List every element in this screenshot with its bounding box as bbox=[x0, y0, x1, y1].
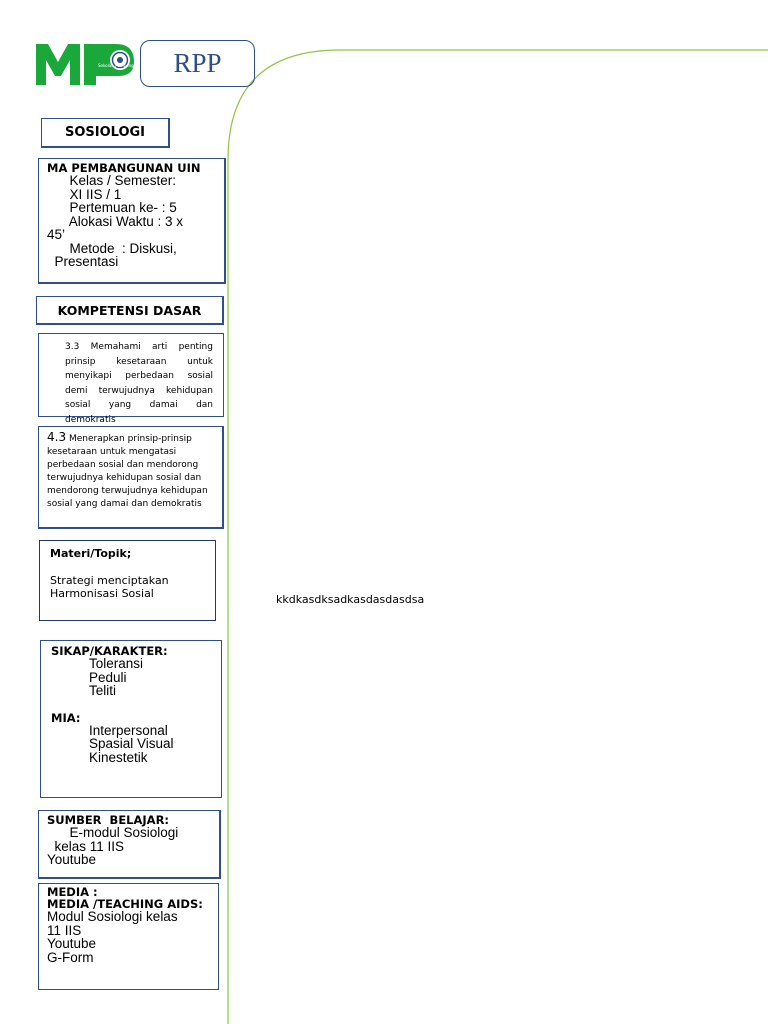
identity-box bbox=[38, 158, 226, 284]
school-name: MA PEMBANGUNAN UIN bbox=[47, 161, 201, 175]
main-content-text: kkdkasdksadkasdasdasdsa bbox=[276, 593, 425, 606]
kd-4-3-text: Menerapkan prinsip-prinsip kesetaraan untuk mengatasi perbedaan sosial dan mendorong terwujudnya kehidupan sosial dan mendorong terwujudnya kehidupan sosial yang damai dan demokratis bbox=[47, 434, 208, 509]
sumber-line: E-modul Sosiologi bbox=[47, 825, 179, 840]
kd-4-3-number: 4.3 bbox=[47, 430, 67, 444]
media-line: Youtube bbox=[47, 936, 97, 951]
sikap-title: SIKAP/KARAKTER: bbox=[51, 644, 168, 658]
sumber-title: SUMBER BELAJAR: bbox=[47, 813, 170, 827]
sumber-line: Youtube bbox=[47, 852, 97, 867]
sikap-item: Peduli bbox=[89, 669, 127, 685]
identity-line: Metode : Diskusi, bbox=[47, 240, 177, 256]
sumber-belajar-box bbox=[38, 810, 221, 879]
kompetensi-title: KOMPETENSI DASAR bbox=[36, 296, 224, 325]
identity-line: Alokasi Waktu : 3 x bbox=[47, 213, 184, 229]
media-box bbox=[38, 883, 219, 990]
kd-3-3-number: 3.3 bbox=[65, 342, 80, 352]
svg-text:Sekolah Pembangunan: Sekolah Pembangunan bbox=[98, 63, 144, 68]
materi-text: Strategi menciptakan Harmonisasi Sosial bbox=[50, 574, 169, 600]
media-title: MEDIA : bbox=[47, 885, 98, 899]
mia-item: Kinestetik bbox=[89, 749, 148, 765]
sumber-line: kelas 11 IIS bbox=[47, 838, 125, 854]
school-logo bbox=[34, 40, 144, 87]
sikap-item: Teliti bbox=[89, 683, 117, 698]
materi-title: Materi/Topik; bbox=[50, 547, 132, 560]
media-line: Modul Sosiologi kelas bbox=[47, 909, 178, 924]
mia-title: MIA: bbox=[51, 710, 81, 725]
subject-title: SOSIOLOGI bbox=[41, 118, 170, 148]
sikap-item: Toleransi bbox=[89, 656, 144, 671]
mia-item: Spasial Visual bbox=[89, 736, 174, 751]
identity-line: Presentasi bbox=[47, 254, 119, 269]
identity-line: 45’ bbox=[47, 227, 66, 242]
rpp-badge: RPP bbox=[140, 40, 255, 87]
identity-line: Pertemuan ke- : 5 bbox=[47, 200, 177, 215]
media-line: 11 IIS bbox=[47, 922, 82, 938]
sikap-box bbox=[40, 640, 222, 798]
identity-line: XI IIS / 1 bbox=[47, 186, 122, 202]
mia-item: Interpersonal bbox=[89, 722, 168, 738]
teaching-aids-title: MEDIA /TEACHING AIDS: bbox=[47, 896, 203, 911]
identity-line: Kelas / Semester: bbox=[47, 173, 177, 188]
kd-4-3 bbox=[38, 426, 224, 529]
kd-3-3-text: Memahami arti penting prinsip kesetaraan untuk menyikapi perbedaan sosial demi terwujudnya kehidupan sosial yang damai dan demokratis bbox=[65, 342, 213, 425]
materi-box bbox=[39, 540, 216, 621]
media-line: G-Form bbox=[47, 949, 94, 965]
kd-3-3 bbox=[38, 333, 224, 425]
